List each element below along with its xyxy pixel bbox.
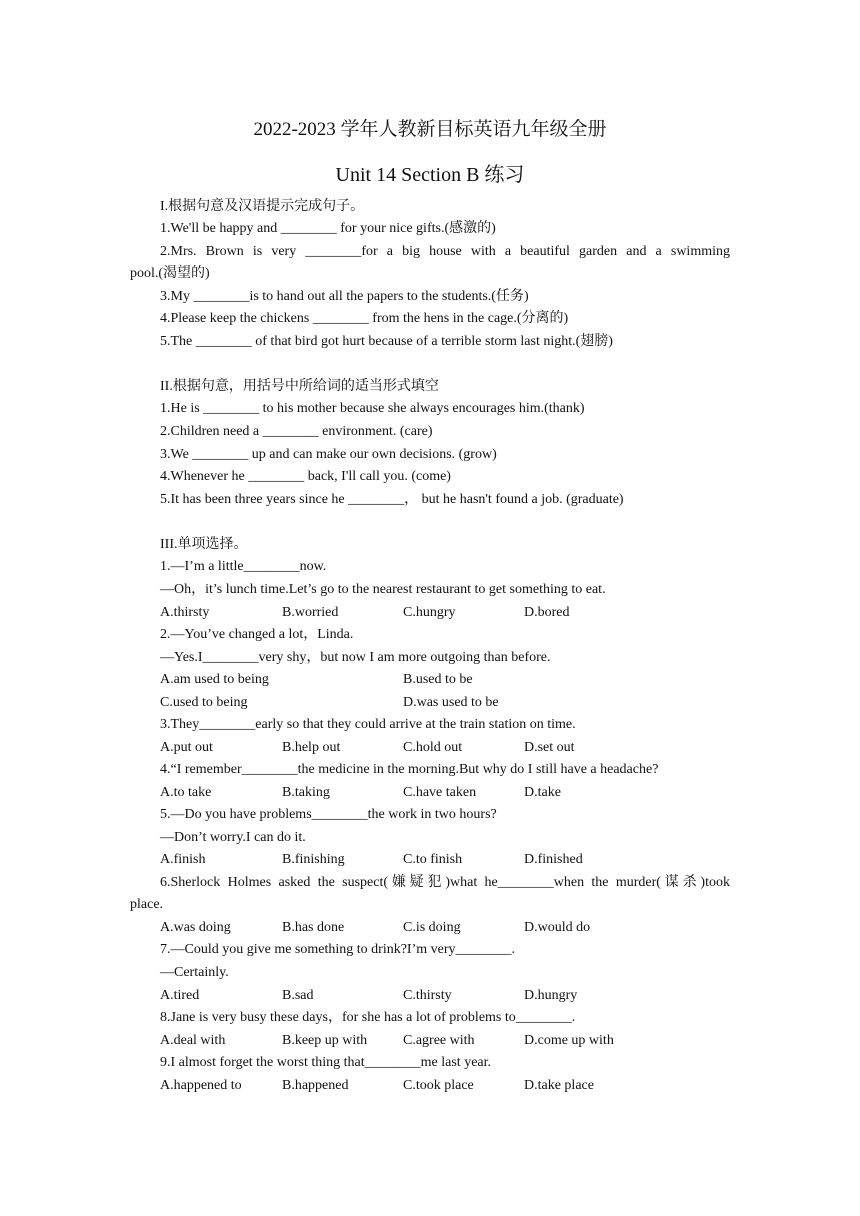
section3-heading: III.单项选择。 <box>160 537 248 552</box>
section3-question-7: 7.—Could you give me something to drink?I’m very________. <box>160 942 516 957</box>
q8-option-d: D.come up with <box>524 1033 614 1048</box>
section3-question-1-reply: —Oh，it’s lunch time.Let’s go to the nearest restaurant to get something to eat. <box>160 582 606 597</box>
section3-question-6: 6.Sherlock Holmes asked the suspect(嫌疑犯)what he________when the murder(谋杀)took <box>160 875 730 890</box>
q7-option-d: D.hungry <box>524 988 578 1003</box>
q1-option-d: D.bored <box>524 605 570 620</box>
q5-option-d: D.finished <box>524 852 583 867</box>
section2-question-1: 1.He is ________ to his mother because she always encourages him.(thank) <box>160 401 585 416</box>
section3-question-2: 2.—You’ve changed a lot，Linda. <box>160 627 354 642</box>
section3-question-7-reply: —Certainly. <box>160 965 229 980</box>
q4-option-b: B.taking <box>282 785 330 800</box>
q8-option-c: C.agree with <box>403 1033 475 1048</box>
section1-question-4: 4.Please keep the chickens ________ from the hens in the cage.(分离的) <box>160 311 569 326</box>
q3-option-a: A.put out <box>160 740 213 755</box>
q2-option-b: B.used to be <box>403 672 473 687</box>
q5-option-a: A.finish <box>160 852 206 867</box>
section1-question-5: 5.The ________ of that bird got hurt because of a terrible storm last night.(翅膀) <box>160 334 613 349</box>
section3-question-4: 4.“I remember________the medicine in the morning.But why do I still have a headache? <box>160 762 659 777</box>
q3-option-b: B.help out <box>282 740 341 755</box>
q8-option-b: B.keep up with <box>282 1033 368 1048</box>
q1-option-a: A.thirsty <box>160 605 210 620</box>
q9-option-c: C.took place <box>403 1078 474 1093</box>
q9-option-b: B.happened <box>282 1078 349 1093</box>
section1-question-2: 2.Mrs. Brown is very ________for a big house with a beautiful garden and a swimming <box>160 244 730 259</box>
q9-option-d: D.take place <box>524 1078 594 1093</box>
section1-question-2-cont: pool.(渴望的) <box>130 266 210 281</box>
section3-question-5-reply: —Don’t worry.I can do it. <box>160 830 306 845</box>
section3-question-6-cont: place. <box>130 897 164 912</box>
section1-question-3: 3.My ________is to hand out all the papers to the students.(任务) <box>160 289 529 304</box>
section2-heading: II.根据句意，用括号中所给词的适当形式填空 <box>160 379 439 394</box>
q1-option-b: B.worried <box>282 605 339 620</box>
section1-heading: I.根据句意及汉语提示完成句子。 <box>160 199 365 214</box>
document-title: 2022-2023 学年人教新目标英语九年级全册 <box>253 119 607 140</box>
section3-question-5: 5.—Do you have problems________the work in two hours? <box>160 807 497 822</box>
section1-question-1: 1.We'll be happy and ________ for your nice gifts.(感激的) <box>160 221 496 236</box>
q6-option-b: B.has done <box>282 920 345 935</box>
q6-option-c: C.is doing <box>403 920 461 935</box>
q6-option-a: A.was doing <box>160 920 231 935</box>
section3-question-2-reply: —Yes.I________very shy，but now I am more outgoing than before. <box>160 650 551 665</box>
q2-option-a: A.am used to being <box>160 672 269 687</box>
q3-option-c: C.hold out <box>403 740 463 755</box>
section2-question-4: 4.Whenever he ________ back, I'll call you. (come) <box>160 469 451 484</box>
q7-option-b: B.sad <box>282 988 314 1003</box>
document-subtitle: Unit 14 Section B 练习 <box>335 164 525 186</box>
section3-question-8: 8.Jane is very busy these days，for she has a lot of problems to________. <box>160 1010 576 1025</box>
section3-question-1: 1.—I’m a little________now. <box>160 559 327 574</box>
q8-option-a: A.deal with <box>160 1033 226 1048</box>
q5-option-b: B.finishing <box>282 852 345 867</box>
section3-question-3: 3.They________early so that they could arrive at the train station on time. <box>160 717 576 732</box>
q3-option-d: D.set out <box>524 740 575 755</box>
q7-option-c: C.thirsty <box>403 988 452 1003</box>
section2-question-2: 2.Children need a ________ environment. (care) <box>160 424 433 439</box>
q9-option-a: A.happened to <box>160 1078 242 1093</box>
q4-option-c: C.have taken <box>403 785 477 800</box>
q7-option-a: A.tired <box>160 988 200 1003</box>
section2-question-5: 5.It has been three years since he ________， but he hasn't found a job. (graduate) <box>160 492 624 507</box>
q5-option-c: C.to finish <box>403 852 463 867</box>
q1-option-c: C.hungry <box>403 605 456 620</box>
q2-option-c: C.used to being <box>160 695 248 710</box>
q6-option-d: D.would do <box>524 920 591 935</box>
q2-option-d: D.was used to be <box>403 695 499 710</box>
q4-option-d: D.take <box>524 785 561 800</box>
section3-question-9: 9.I almost forget the worst thing that________me last year. <box>160 1055 492 1070</box>
section2-question-3: 3.We ________ up and can make our own decisions. (grow) <box>160 447 497 462</box>
q4-option-a: A.to take <box>160 785 212 800</box>
